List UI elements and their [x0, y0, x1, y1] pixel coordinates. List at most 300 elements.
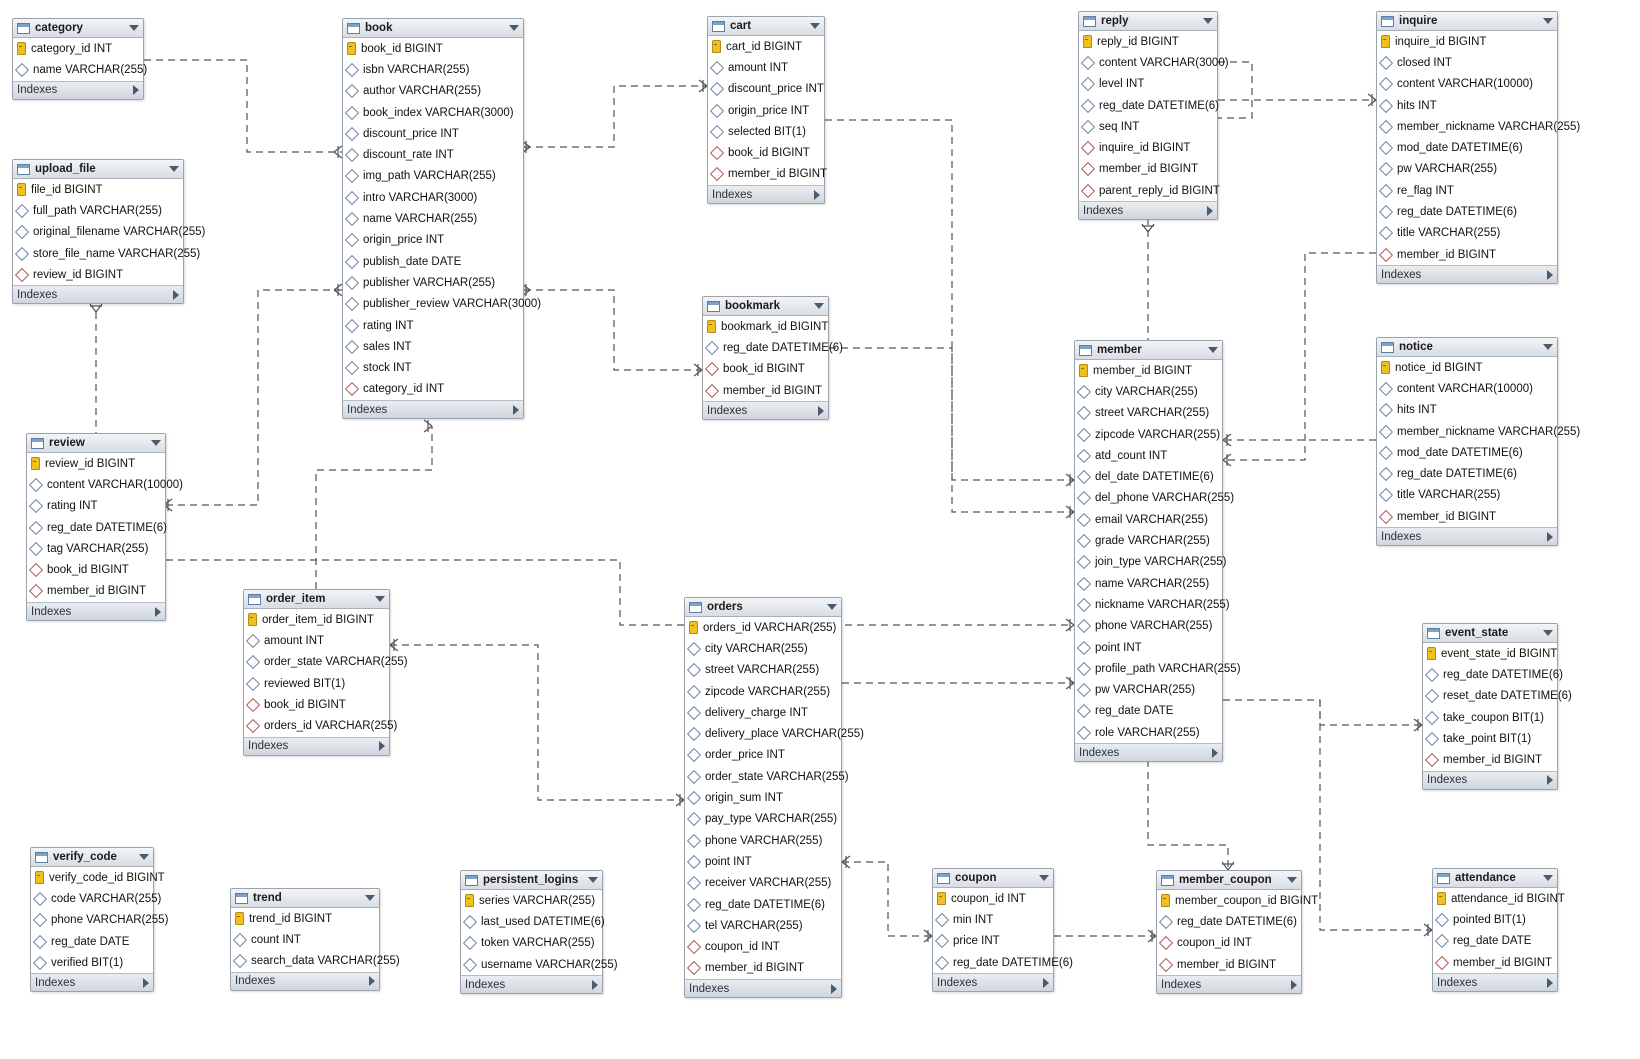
chevron-right-icon[interactable] — [143, 978, 149, 988]
column-row[interactable] — [343, 59, 523, 80]
column-row[interactable] — [685, 702, 841, 723]
column-row[interactable] — [708, 121, 824, 142]
column-label: review_id BIGINT — [33, 268, 124, 281]
column-row[interactable] — [685, 681, 841, 702]
column-label: event_state_id BIGINT — [1441, 647, 1558, 660]
column-icon — [463, 936, 477, 950]
column-label: mod_date DATETIME(6) — [1397, 142, 1523, 155]
column-label: reg_date DATETIME(6) — [953, 956, 1073, 969]
column-list — [685, 617, 864, 979]
table-header-member[interactable] — [1075, 341, 1222, 360]
column-icon — [463, 915, 477, 929]
column-row[interactable] — [1075, 445, 1222, 466]
chevron-right-icon[interactable] — [1547, 532, 1553, 542]
column-row[interactable] — [703, 359, 828, 380]
column-row[interactable] — [461, 933, 602, 954]
table-trend[interactable] — [230, 888, 400, 991]
indexes-section-persistent_logins[interactable] — [461, 975, 602, 993]
column-icon — [29, 542, 43, 556]
chevron-right-icon[interactable] — [1212, 748, 1218, 758]
chevron-right-icon[interactable] — [133, 85, 139, 95]
indexes-section-member_coupon[interactable] — [1157, 975, 1301, 993]
table-member[interactable] — [1074, 340, 1241, 762]
indexes-label: Indexes — [31, 605, 72, 618]
indexes-section-order_item[interactable] — [244, 737, 389, 755]
column-row[interactable] — [1377, 159, 1557, 180]
column-row[interactable] — [343, 336, 523, 357]
column-row[interactable] — [343, 272, 523, 293]
column-label: zipcode VARCHAR(255) — [705, 685, 831, 698]
foreign-key-icon — [1081, 184, 1095, 198]
table-persistent_logins[interactable] — [460, 870, 618, 994]
chevron-right-icon[interactable] — [513, 405, 519, 415]
chevron-down-icon[interactable] — [151, 440, 161, 446]
chevron-down-icon[interactable] — [509, 25, 519, 31]
column-row[interactable] — [1079, 159, 1217, 180]
table-header-category[interactable] — [13, 19, 143, 38]
column-row[interactable] — [461, 911, 605, 932]
column-row[interactable] — [244, 652, 408, 673]
chevron-down-icon[interactable] — [810, 23, 820, 29]
table-header-bookmark[interactable] — [703, 297, 828, 316]
column-row[interactable] — [343, 294, 542, 315]
indexes-section-bookmark[interactable] — [703, 401, 828, 419]
column-row[interactable] — [244, 673, 389, 694]
indexes-section-reply[interactable] — [1079, 201, 1217, 219]
table-upload_file[interactable] — [12, 159, 206, 304]
chevron-right-icon[interactable] — [814, 190, 820, 200]
chevron-right-icon[interactable] — [1547, 270, 1553, 280]
table-bookmark[interactable] — [702, 296, 843, 420]
column-row[interactable] — [27, 453, 165, 474]
chevron-right-icon[interactable] — [1547, 978, 1553, 988]
table-header-event_state[interactable] — [1423, 624, 1557, 643]
table-header-inquire[interactable] — [1377, 12, 1557, 31]
column-label: discount_rate INT — [363, 149, 454, 162]
column-row[interactable] — [1377, 357, 1557, 378]
indexes-section-attendance[interactable] — [1433, 973, 1557, 991]
column-row[interactable] — [1377, 201, 1557, 222]
column-row[interactable] — [1075, 509, 1222, 530]
column-row[interactable] — [1075, 722, 1222, 743]
column-icon — [1379, 120, 1393, 134]
chevron-right-icon[interactable] — [369, 976, 375, 986]
column-row[interactable] — [1075, 679, 1222, 700]
column-row[interactable] — [231, 951, 400, 972]
column-row[interactable] — [1423, 707, 1557, 728]
table-inquire[interactable] — [1376, 11, 1581, 284]
column-row[interactable] — [231, 908, 379, 929]
column-row[interactable] — [1377, 116, 1581, 137]
chevron-down-icon[interactable] — [1543, 630, 1553, 636]
column-row[interactable] — [1079, 137, 1217, 158]
table-header-member_coupon[interactable] — [1157, 871, 1301, 890]
table-header-reply[interactable] — [1079, 12, 1217, 31]
column-icon — [935, 955, 949, 969]
column-row[interactable] — [1377, 31, 1557, 52]
chevron-down-icon[interactable] — [1039, 875, 1049, 881]
column-icon — [687, 706, 701, 720]
chevron-right-icon[interactable] — [1207, 206, 1213, 216]
indexes-section-category[interactable] — [13, 81, 143, 99]
foreign-key-icon — [1379, 248, 1393, 262]
column-row[interactable] — [685, 894, 841, 915]
chevron-down-icon[interactable] — [1208, 347, 1218, 353]
column-row[interactable] — [1079, 74, 1217, 95]
column-row[interactable] — [343, 102, 523, 123]
column-row[interactable] — [31, 867, 165, 888]
column-row[interactable] — [31, 931, 153, 952]
column-label: reg_date DATE — [1453, 935, 1532, 948]
indexes-label: Indexes — [1437, 976, 1478, 989]
column-row[interactable] — [31, 910, 169, 931]
chevron-right-icon[interactable] — [592, 980, 598, 990]
column-list — [343, 38, 542, 400]
chevron-right-icon[interactable] — [818, 406, 824, 416]
column-row[interactable] — [27, 517, 165, 538]
column-label: amount INT — [264, 634, 325, 647]
column-row[interactable] — [13, 38, 143, 59]
column-label: member_id BIGINT — [47, 585, 147, 598]
column-row[interactable] — [343, 208, 523, 229]
table-name-label: cart — [730, 20, 752, 32]
chevron-down-icon[interactable] — [129, 25, 139, 31]
column-label: mod_date DATETIME(6) — [1397, 446, 1523, 459]
column-row[interactable] — [1075, 381, 1222, 402]
chevron-down-icon[interactable] — [814, 303, 824, 309]
column-label: reg_date DATETIME(6) — [705, 898, 825, 911]
column-row[interactable] — [1377, 506, 1557, 527]
column-row[interactable] — [343, 81, 523, 102]
column-row[interactable] — [244, 630, 389, 651]
table-header-coupon[interactable] — [933, 869, 1053, 888]
chevron-down-icon[interactable] — [1543, 18, 1553, 24]
column-list — [1157, 890, 1319, 975]
column-row[interactable] — [1377, 95, 1557, 116]
column-row[interactable] — [1075, 424, 1222, 445]
table-category[interactable] — [12, 18, 148, 100]
column-row[interactable] — [685, 873, 841, 894]
column-icon — [1077, 449, 1091, 463]
column-row[interactable] — [343, 251, 523, 272]
column-row[interactable] — [1075, 530, 1222, 551]
column-icon — [1425, 689, 1439, 703]
column-row[interactable] — [27, 559, 165, 580]
column-row[interactable] — [1433, 888, 1565, 909]
column-row[interactable] — [1377, 400, 1557, 421]
foreign-key-icon — [1379, 510, 1393, 524]
table-icon — [347, 23, 360, 34]
column-row[interactable] — [343, 144, 523, 165]
column-row[interactable] — [1075, 701, 1222, 722]
column-list — [703, 316, 843, 401]
column-icon — [1425, 710, 1439, 724]
indexes-section-orders[interactable] — [685, 979, 841, 997]
column-row[interactable] — [1433, 952, 1557, 973]
column-row[interactable] — [1377, 74, 1557, 95]
column-label: grade VARCHAR(255) — [1095, 535, 1210, 548]
chevron-down-icon[interactable] — [139, 854, 149, 860]
indexes-section-cart[interactable] — [708, 185, 824, 203]
column-row[interactable] — [1075, 488, 1235, 509]
column-row[interactable] — [933, 952, 1073, 973]
table-header-verify_code[interactable] — [31, 848, 153, 867]
column-row[interactable] — [1377, 442, 1557, 463]
table-icon — [235, 893, 248, 904]
column-row[interactable] — [13, 179, 183, 200]
column-row[interactable] — [244, 609, 389, 630]
column-row[interactable] — [685, 660, 841, 681]
table-coupon[interactable] — [932, 868, 1073, 992]
column-icon — [1081, 56, 1095, 70]
column-row[interactable] — [231, 929, 379, 950]
column-row[interactable] — [461, 954, 618, 975]
indexes-section-notice[interactable] — [1377, 527, 1557, 545]
column-label: content VARCHAR(10000) — [47, 478, 183, 491]
column-row[interactable] — [13, 264, 183, 285]
indexes-label: Indexes — [1161, 978, 1202, 991]
column-row[interactable] — [1377, 137, 1557, 158]
column-row[interactable] — [13, 59, 148, 80]
column-row[interactable] — [685, 617, 841, 638]
column-row[interactable] — [1075, 573, 1222, 594]
column-label: member_id BIGINT — [1453, 956, 1553, 969]
column-row[interactable] — [703, 380, 828, 401]
column-row[interactable] — [685, 809, 841, 830]
column-row[interactable] — [708, 100, 824, 121]
table-name-label: member — [1097, 344, 1142, 356]
column-row[interactable] — [1157, 933, 1301, 954]
chevron-down-icon[interactable] — [1543, 875, 1553, 881]
column-row[interactable] — [13, 222, 206, 243]
foreign-key-icon — [1159, 957, 1173, 971]
indexes-section-event_state[interactable] — [1423, 771, 1557, 789]
column-icon — [687, 642, 701, 656]
chevron-right-icon[interactable] — [831, 984, 837, 994]
column-row[interactable] — [1377, 378, 1557, 399]
table-icon — [1437, 873, 1450, 884]
table-header-attendance[interactable] — [1433, 869, 1557, 888]
table-header-cart[interactable] — [708, 17, 824, 36]
column-row[interactable] — [1079, 180, 1220, 201]
column-label: profile_path VARCHAR(255) — [1095, 662, 1241, 675]
column-icon — [345, 297, 359, 311]
column-row[interactable] — [27, 496, 165, 517]
indexes-section-trend[interactable] — [231, 972, 379, 990]
column-row[interactable] — [1377, 244, 1557, 265]
column-row[interactable] — [1075, 594, 1230, 615]
column-row[interactable] — [1433, 931, 1557, 952]
table-member_coupon[interactable] — [1156, 870, 1319, 994]
column-label: reset_date DATETIME(6) — [1443, 690, 1572, 703]
column-row[interactable] — [31, 952, 153, 973]
column-row[interactable] — [1157, 954, 1301, 975]
column-row[interactable] — [1423, 749, 1557, 770]
table-header-notice[interactable] — [1377, 338, 1557, 357]
table-notice[interactable] — [1376, 337, 1581, 546]
column-row[interactable] — [1423, 664, 1563, 685]
column-row[interactable] — [1423, 643, 1557, 664]
table-event_state[interactable] — [1422, 623, 1572, 790]
column-row[interactable] — [343, 230, 523, 251]
indexes-section-coupon[interactable] — [933, 973, 1053, 991]
column-row[interactable] — [1079, 116, 1217, 137]
table-header-order_item[interactable] — [244, 590, 389, 609]
chevron-right-icon[interactable] — [173, 290, 179, 300]
column-row[interactable] — [343, 123, 523, 144]
column-row[interactable] — [1075, 616, 1222, 637]
chevron-right-icon[interactable] — [1547, 775, 1553, 785]
column-row[interactable] — [1157, 890, 1319, 911]
column-row[interactable] — [685, 787, 841, 808]
column-row[interactable] — [685, 723, 864, 744]
column-label: bookmark_id BIGINT — [721, 320, 829, 333]
column-row[interactable] — [703, 337, 843, 358]
column-row[interactable] — [708, 57, 824, 78]
chevron-down-icon[interactable] — [1287, 877, 1297, 883]
column-row[interactable] — [27, 474, 183, 495]
column-row[interactable] — [244, 694, 389, 715]
column-row[interactable] — [1377, 463, 1557, 484]
column-row[interactable] — [685, 915, 841, 936]
table-verify_code[interactable] — [30, 847, 169, 992]
column-row[interactable] — [244, 715, 398, 736]
column-row[interactable] — [1377, 485, 1557, 506]
column-row[interactable] — [1075, 552, 1227, 573]
column-row[interactable] — [685, 766, 849, 787]
column-row[interactable] — [31, 888, 162, 909]
column-row[interactable] — [1075, 637, 1222, 658]
column-label: book_id BIGINT — [361, 42, 443, 55]
chevron-down-icon[interactable] — [588, 877, 598, 883]
column-icon — [233, 933, 247, 947]
column-label: price INT — [953, 935, 1000, 948]
column-row[interactable] — [685, 851, 841, 872]
column-row[interactable] — [461, 890, 602, 911]
indexes-section-book[interactable] — [343, 400, 523, 418]
column-row[interactable] — [343, 166, 523, 187]
column-row[interactable] — [13, 243, 201, 264]
column-row[interactable] — [933, 888, 1053, 909]
column-label: min INT — [953, 913, 994, 926]
indexes-section-verify_code[interactable] — [31, 973, 153, 991]
column-row[interactable] — [708, 79, 824, 100]
indexes-label: Indexes — [689, 982, 730, 995]
column-icon — [1077, 598, 1091, 612]
indexes-section-review[interactable] — [27, 602, 165, 620]
column-row[interactable] — [13, 200, 183, 221]
column-row[interactable] — [1377, 421, 1581, 442]
column-row[interactable] — [1377, 180, 1557, 201]
table-header-review[interactable] — [27, 434, 165, 453]
chevron-down-icon[interactable] — [827, 604, 837, 610]
chevron-right-icon[interactable] — [1291, 980, 1297, 990]
column-row[interactable] — [685, 745, 841, 766]
column-label: delivery_place VARCHAR(255) — [705, 728, 864, 741]
column-row[interactable] — [343, 187, 523, 208]
column-label: inquire_id BIGINT — [1395, 35, 1487, 48]
column-row[interactable] — [1377, 223, 1557, 244]
indexes-section-inquire[interactable] — [1377, 265, 1557, 283]
column-label: reg_date DATETIME(6) — [723, 341, 843, 354]
chevron-down-icon[interactable] — [365, 895, 375, 901]
column-row[interactable] — [1075, 466, 1222, 487]
column-row[interactable] — [343, 38, 523, 59]
table-attendance[interactable] — [1432, 868, 1565, 992]
column-row[interactable] — [343, 315, 523, 336]
column-row[interactable] — [27, 538, 165, 559]
column-row[interactable] — [343, 379, 523, 400]
column-row[interactable] — [933, 909, 1053, 930]
column-row[interactable] — [1075, 360, 1222, 381]
column-row[interactable] — [1079, 52, 1229, 73]
column-icon — [687, 834, 701, 848]
table-cart[interactable] — [707, 16, 828, 204]
column-row[interactable] — [1075, 403, 1222, 424]
column-row[interactable] — [1423, 728, 1557, 749]
column-label: book_index VARCHAR(3000) — [363, 106, 514, 119]
column-row[interactable] — [685, 638, 841, 659]
column-label: review_id BIGINT — [45, 457, 136, 470]
column-label: origin_sum INT — [705, 792, 783, 805]
table-order_item[interactable] — [243, 589, 408, 756]
chevron-right-icon[interactable] — [379, 741, 385, 751]
table-header-upload_file[interactable] — [13, 160, 183, 179]
table-header-orders[interactable] — [685, 598, 841, 617]
column-row[interactable] — [708, 142, 824, 163]
column-row[interactable] — [1423, 686, 1572, 707]
column-row[interactable] — [343, 357, 523, 378]
column-row[interactable] — [1079, 95, 1217, 116]
column-icon — [687, 770, 701, 784]
column-row[interactable] — [27, 581, 165, 602]
table-reply[interactable] — [1078, 11, 1229, 220]
table-header-persistent_logins[interactable] — [461, 871, 602, 890]
column-row[interactable] — [708, 36, 824, 57]
chevron-down-icon[interactable] — [169, 166, 179, 172]
column-label: member_id BIGINT — [728, 168, 828, 181]
column-row[interactable] — [1433, 909, 1557, 930]
chevron-down-icon[interactable] — [1203, 18, 1213, 24]
table-name-label: order_item — [266, 593, 326, 605]
table-orders[interactable] — [684, 597, 864, 998]
chevron-right-icon[interactable] — [155, 607, 161, 617]
column-row[interactable] — [1079, 31, 1217, 52]
column-row[interactable] — [708, 164, 828, 185]
column-row[interactable] — [685, 958, 841, 979]
chevron-down-icon[interactable] — [1543, 344, 1553, 350]
column-label: reg_date DATETIME(6) — [1099, 99, 1219, 112]
chevron-down-icon[interactable] — [375, 596, 385, 602]
column-row[interactable] — [685, 936, 841, 957]
column-row[interactable] — [933, 931, 1053, 952]
table-book[interactable] — [342, 18, 542, 419]
table-header-book[interactable] — [343, 19, 523, 38]
chevron-right-icon[interactable] — [1043, 978, 1049, 988]
column-label: series VARCHAR(255) — [479, 894, 596, 907]
indexes-section-upload_file[interactable] — [13, 285, 183, 303]
table-header-trend[interactable] — [231, 889, 379, 908]
column-row[interactable] — [1377, 52, 1557, 73]
column-row[interactable] — [703, 316, 828, 337]
table-review[interactable] — [26, 433, 183, 621]
column-row[interactable] — [1075, 658, 1241, 679]
column-row[interactable] — [685, 830, 841, 851]
indexes-section-member[interactable] — [1075, 743, 1222, 761]
primary-key-icon — [465, 894, 474, 907]
column-row[interactable] — [1157, 911, 1301, 932]
column-icon — [246, 676, 260, 690]
